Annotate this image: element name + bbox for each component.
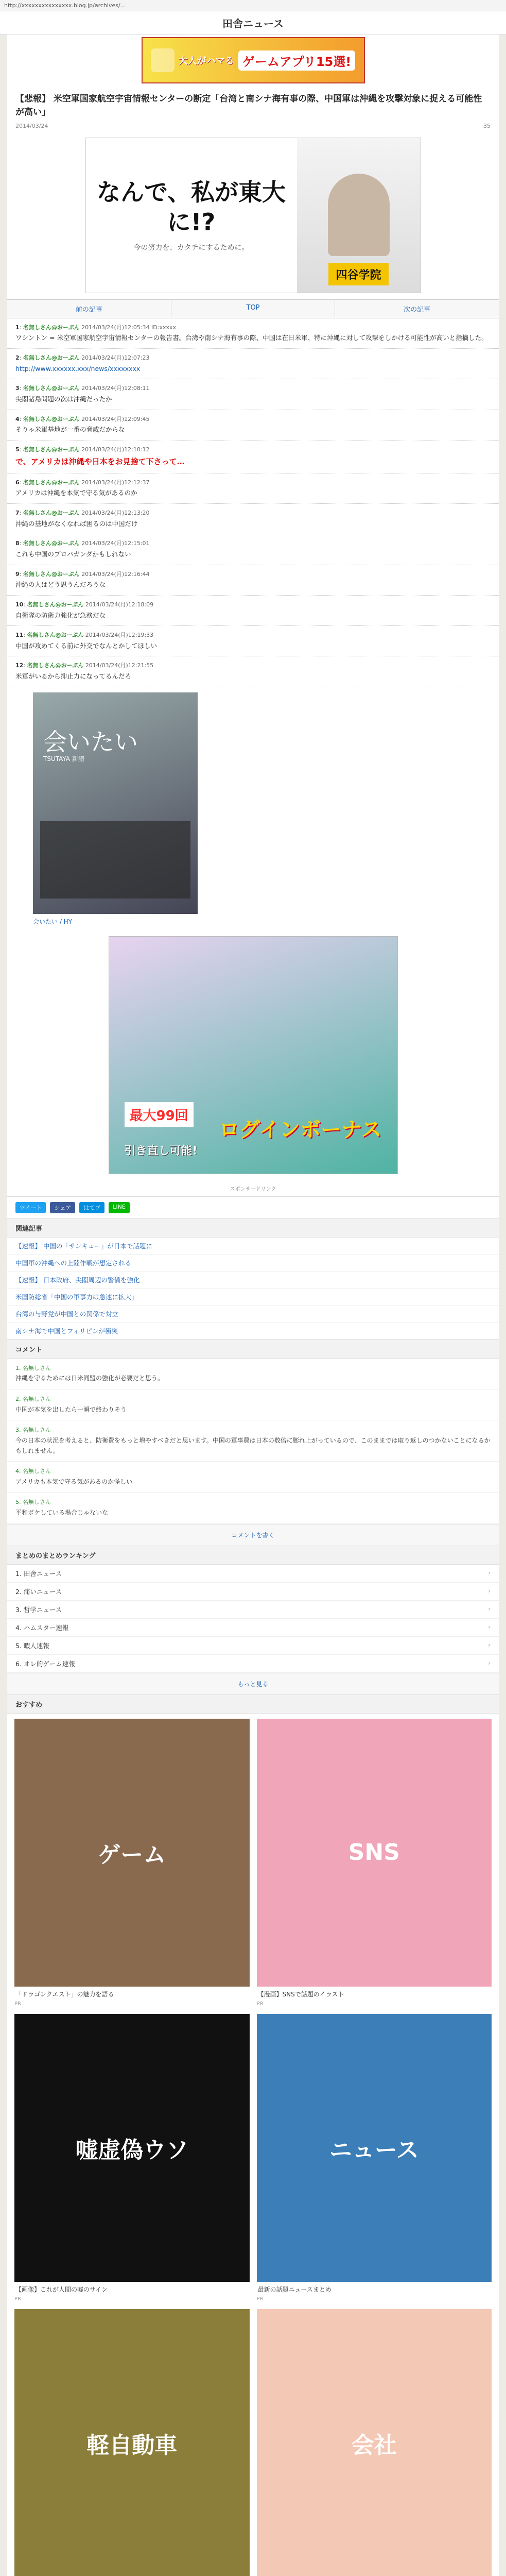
post-author: 名無しさん@おーぷん [23, 415, 80, 422]
related-item[interactable]: 台湾の与野党が中国との関係で対立 [7, 1306, 499, 1323]
post-date: 2014/03/24(月)12:18:09 [85, 601, 154, 608]
post-body: ワシントン = 米空軍国家航空宇宙情報センターの報告書。台湾や南シナ海有事の際、中国は在日米軍、特に沖縄に対して攻撃をしかける可能性が高いと指摘した。 [15, 334, 488, 342]
thread-post [7, 318, 499, 349]
game-ad-line3: ログインボーナス [219, 1117, 382, 1142]
post-number[interactable]: 7 [15, 509, 20, 516]
related-heading: 関連記事 [7, 1218, 499, 1238]
site-title[interactable]: 田舎ニュース [222, 17, 284, 30]
post-number[interactable]: 6 [15, 479, 20, 486]
ranking-heading: まとめのまとめランキング [7, 1546, 499, 1565]
school-ad[interactable] [85, 138, 421, 293]
ranking-label: 2. 痛いニュース [15, 1587, 62, 1596]
article-count: 35 [483, 122, 491, 129]
post-author: 名無しさん@おーぷん [27, 662, 84, 669]
post-number[interactable]: 12 [15, 662, 24, 669]
ad-headline: なんで、私が東大に!? [96, 178, 286, 236]
comment-author: 4. 名無しさん [15, 1468, 51, 1475]
post-number[interactable]: 10 [15, 601, 24, 608]
post-date: 2014/03/24(月)12:10:12 [81, 446, 150, 453]
ad-label: スポンサードリンク [230, 1186, 276, 1192]
post-date: 2014/03/24(月)12:07:23 [81, 354, 150, 361]
ranking-list [7, 1565, 499, 1673]
article-nav [7, 299, 499, 318]
recommend-source: PR [14, 2296, 21, 2302]
post-body: 自衛隊の防衛力強化が急務だな [15, 611, 106, 619]
post-number[interactable]: 3 [15, 385, 20, 392]
post-date: 2014/03/24(月)12:12:37 [81, 479, 150, 486]
post-header: 12: 名無しさん@おーぷん 2014/03/24(月)12:21:55 [15, 662, 154, 669]
post-header: 7: 名無しさん@おーぷん 2014/03/24(月)12:13:20 [15, 509, 150, 516]
top-link[interactable]: TOP [171, 300, 336, 318]
post-date: 2014/03/24(月)12:13:20 [81, 509, 150, 516]
thread-post [7, 596, 499, 626]
post-body: 尖閣諸島問題の次は沖縄だったか [15, 395, 112, 403]
post-number[interactable]: 9 [15, 570, 20, 578]
post-body: で、アメリカは沖縄や日本をお見捨て下さって… [15, 456, 185, 466]
post-body: 米軍がいるから抑止力になってるんだろ [15, 672, 132, 681]
comment-text: 今の日本の状況を考えると、防衛費をもっと増やすべきだと思います。中国の軍事費は日本の数倍に膨れ上がっているので、このままでは取り返しのつかないことになるかもしれません。 [15, 1436, 491, 1454]
recommend-thumbnail: ニュース [257, 2014, 492, 2282]
thread-post [7, 349, 499, 379]
student-photo [328, 174, 390, 256]
line-button[interactable]: LINE [109, 1202, 130, 1213]
related-item[interactable]: 米国防総省「中国の軍事力は急速に拡大」 [7, 1289, 499, 1306]
post-number[interactable]: 5 [15, 446, 20, 453]
comment-text: 平和ボケしている場合じゃないな [15, 1509, 109, 1517]
article-headline[interactable]: 【悲報】 米空軍国家航空宇宙情報センターの断定「台湾と南シナ海有事の際、中国軍は沖縄を攻撃対象に捉える可能性が高い」 [15, 94, 482, 118]
comment [7, 1389, 499, 1420]
thread-post [7, 379, 499, 410]
post-number[interactable]: 2 [15, 354, 20, 361]
related-item[interactable]: 【速報】 日本政府、尖閣周辺の警備を強化 [7, 1272, 499, 1289]
post-date: 2014/03/24(月)12:15:01 [81, 540, 150, 547]
ranking-label: 6. オレ的ゲーム速報 [15, 1659, 75, 1668]
post-body: これも中国のプロパガンダかもしれない [15, 550, 131, 558]
ranking-more-link[interactable]: もっと見る [7, 1673, 499, 1694]
post-author: 名無しさん@おーぷん [23, 385, 80, 392]
thread-post [7, 626, 499, 656]
main-content [7, 35, 499, 2576]
recommend-source: PR [256, 2296, 264, 2302]
post-date: 2014/03/24(月)12:05:34 ID:xxxxx [81, 324, 176, 331]
recommend-heading: おすすめ [7, 1694, 499, 1714]
post-author: 名無しさん@おーぷん [23, 540, 80, 547]
ranking-item[interactable] [7, 1565, 499, 1583]
ranking-item[interactable] [7, 1601, 499, 1619]
chevron-right-icon: › [488, 1586, 491, 1595]
post-date: 2014/03/24(月)12:19:33 [85, 632, 154, 639]
next-article-link[interactable]: 次の記事 [404, 306, 431, 314]
recommend-thumbnail: 会社 [257, 2309, 492, 2576]
chevron-right-icon: › [488, 1568, 491, 1577]
related-item[interactable]: 中国軍の沖縄への上陸作戦が想定される [7, 1255, 499, 1272]
game-app-banner[interactable] [142, 37, 365, 83]
recommend-thumbnail: ゲーム [14, 1719, 250, 1987]
post-date: 2014/03/24(月)12:08:11 [81, 385, 150, 392]
prev-article-link[interactable]: 前の記事 [7, 300, 171, 318]
comments-heading: コメント [7, 1340, 499, 1359]
comment-author: 3. 名無しさん [15, 1426, 51, 1433]
ranking-label: 3. 哲学ニュース [15, 1605, 62, 1614]
album-sub: TSUTAYA 新譜 [43, 755, 84, 762]
banner-line2: ゲームアプリ15選! [238, 50, 355, 71]
recommend-card[interactable] [257, 2309, 492, 2576]
recommend-card[interactable] [14, 1719, 250, 2007]
comment [7, 1359, 499, 1389]
post-header: 9: 名無しさん@おーぷん 2014/03/24(月)12:16:44 [15, 570, 150, 578]
post-header: 11: 名無しさん@おーぷん 2014/03/24(月)12:19:33 [15, 632, 154, 639]
ranking-item[interactable] [7, 1655, 499, 1673]
post-header: 5: 名無しさん@おーぷん 2014/03/24(月)12:10:12 [15, 446, 150, 453]
post-body[interactable]: http://www.xxxxxx.xxx/news/xxxxxxxx [15, 364, 141, 372]
recommend-title: 【画像】これが人間の嘘のサイン [15, 2285, 108, 2293]
recommend-card[interactable] [257, 2014, 492, 2302]
url-text: http://xxxxxxxxxxxxxxx.blog.jp/archives/... [4, 2, 126, 9]
post-number[interactable]: 11 [15, 632, 24, 639]
crown-icon [151, 48, 175, 72]
write-comment-link[interactable]: コメントを書く [7, 1524, 499, 1546]
post-author: 名無しさん@おーぷん [23, 509, 80, 516]
comment [7, 1462, 499, 1493]
post-number[interactable]: 4 [15, 415, 20, 422]
post-body: アメリカは沖縄を本気で守る気があるのか [15, 489, 137, 497]
album-title: 会いたい [43, 727, 138, 756]
ad-image-block [297, 138, 421, 293]
ranking-item[interactable] [7, 1637, 499, 1655]
comment [7, 1493, 499, 1523]
site-header [0, 11, 506, 35]
recommend-thumbnail: 嘘虚偽ウソ [14, 2014, 250, 2282]
facebook-share-button[interactable]: シェア [50, 1202, 75, 1213]
post-header: 3: 名無しさん@おーぷん 2014/03/24(月)12:08:11 [15, 385, 150, 392]
thread-post [7, 565, 499, 596]
post-author: 名無しさん@おーぷん [23, 479, 80, 486]
post-body: 沖縄の人はどう思うんだろうな [15, 581, 106, 589]
comment-author: 5. 名無しさん [15, 1499, 51, 1506]
thread-post [7, 440, 499, 473]
post-author: 名無しさん@おーぷん [27, 632, 84, 639]
ranking-label: 5. 暇人速報 [15, 1641, 49, 1650]
recommend-source: PR [14, 2001, 21, 2007]
post-header: 10: 名無しさん@おーぷん 2014/03/24(月)12:18:09 [15, 601, 154, 608]
hatena-button[interactable]: はてブ [79, 1202, 104, 1213]
post-author: 名無しさん@おーぷん [23, 324, 80, 331]
comment [7, 1420, 499, 1462]
recommend-source: PR [256, 2001, 264, 2007]
school-name: 四谷学院 [328, 263, 388, 285]
post-author: 名無しさん@おーぷん [23, 446, 80, 453]
thread-posts [7, 318, 499, 687]
comment-author: 2. 名無しさん [15, 1395, 51, 1402]
comment-text: 中国が本気を出したら一瞬で終わりそう [15, 1405, 127, 1413]
post-author: 名無しさん@おーぷん [27, 601, 84, 608]
ad-sub: 今の努力を、カタチにするために。 [133, 244, 249, 252]
band-photo [40, 821, 190, 899]
top-banner[interactable] [7, 35, 499, 86]
recommend-grid [7, 1714, 499, 2576]
thread-post [7, 473, 499, 504]
post-header: 6: 名無しさん@おーぷん 2014/03/24(月)12:12:37 [15, 479, 150, 486]
comment-author: 1. 名無しさん [15, 1364, 51, 1371]
ranking-item[interactable] [7, 1619, 499, 1637]
banner-line1: 大人がハマる [178, 56, 234, 66]
address-bar[interactable] [0, 0, 506, 11]
post-date: 2014/03/24(月)12:09:45 [81, 415, 150, 422]
recommend-thumbnail: 軽自動車 [14, 2309, 250, 2576]
comment-text: 沖縄を守るためには日米同盟の強化が必要だと思う。 [15, 1375, 164, 1382]
game-ad-line1: 最大99回 [125, 1102, 194, 1127]
comment-text: アメリカも本気で守る気があるのか怪しい [15, 1478, 133, 1486]
recommend-thumbnail: SNS [257, 1719, 492, 1987]
post-header: 1: 名無しさん@おーぷん 2014/03/24(月)12:05:34 ID:xxxxx [15, 324, 176, 331]
chevron-right-icon: › [488, 1622, 491, 1631]
game-ad-line2: 引き直し可能! [124, 1144, 198, 1158]
album-caption[interactable]: 会いたい / HY [33, 918, 73, 925]
post-author: 名無しさん@おーぷん [23, 354, 80, 361]
related-list [7, 1238, 499, 1340]
chevron-right-icon: › [488, 1640, 491, 1649]
recommend-title: 最新の話題ニュースまとめ [257, 2285, 331, 2293]
chevron-right-icon: › [488, 1604, 491, 1613]
post-date: 2014/03/24(月)12:16:44 [81, 570, 150, 578]
related-item[interactable]: 【速報】 中国の「サンキュー」が日本で話題に [7, 1238, 499, 1255]
recommend-card[interactable] [14, 2014, 250, 2302]
album-cover-image[interactable] [33, 692, 198, 914]
ranking-item[interactable] [7, 1583, 499, 1601]
post-body: そりゃ米軍基地が一番の脅威だからな [15, 426, 125, 434]
post-number[interactable]: 8 [15, 540, 20, 547]
post-body: 沖縄の基地がなくなれば困るのは中国だけ [15, 519, 138, 528]
ranking-label: 1. 田舎ニュース [15, 1569, 62, 1578]
thread-post [7, 656, 499, 687]
post-body: 中国が攻めてくる前に外交でなんとかしてほしい [15, 641, 158, 650]
recommend-card[interactable] [257, 1719, 492, 2007]
post-header: 8: 名無しさん@おーぷん 2014/03/24(月)12:15:01 [15, 540, 150, 547]
comments-list [7, 1359, 499, 1524]
post-author: 名無しさん@おーぷん [23, 570, 80, 578]
recommend-title: 「ドラゴンクエスト」の魅力を語る [15, 1990, 114, 1998]
recommend-card[interactable] [14, 2309, 250, 2576]
article-meta [7, 123, 499, 133]
thread-post [7, 504, 499, 534]
post-number[interactable]: 1 [15, 324, 20, 331]
post-header: 2: 名無しさん@おーぷん 2014/03/24(月)12:07:23 [15, 354, 150, 361]
ad-text-block [86, 138, 297, 293]
post-date: 2014/03/24(月)12:21:55 [85, 662, 154, 669]
tweet-button[interactable]: ツイート [15, 1202, 46, 1213]
share-bar [7, 1196, 499, 1218]
recommend-title: 【漫画】SNSで話題のイラスト [257, 1990, 344, 1998]
game-ad[interactable] [109, 936, 398, 1174]
chevron-right-icon: › [488, 1658, 491, 1667]
ranking-label: 4. ハムスター速報 [15, 1623, 69, 1632]
post-header: 4: 名無しさん@おーぷん 2014/03/24(月)12:09:45 [15, 415, 150, 422]
related-item[interactable]: 南シナ海で中国とフィリピンが衝突 [7, 1323, 499, 1340]
thread-post [7, 410, 499, 440]
article-date: 2014/03/24 [15, 122, 48, 129]
thread-post [7, 534, 499, 565]
